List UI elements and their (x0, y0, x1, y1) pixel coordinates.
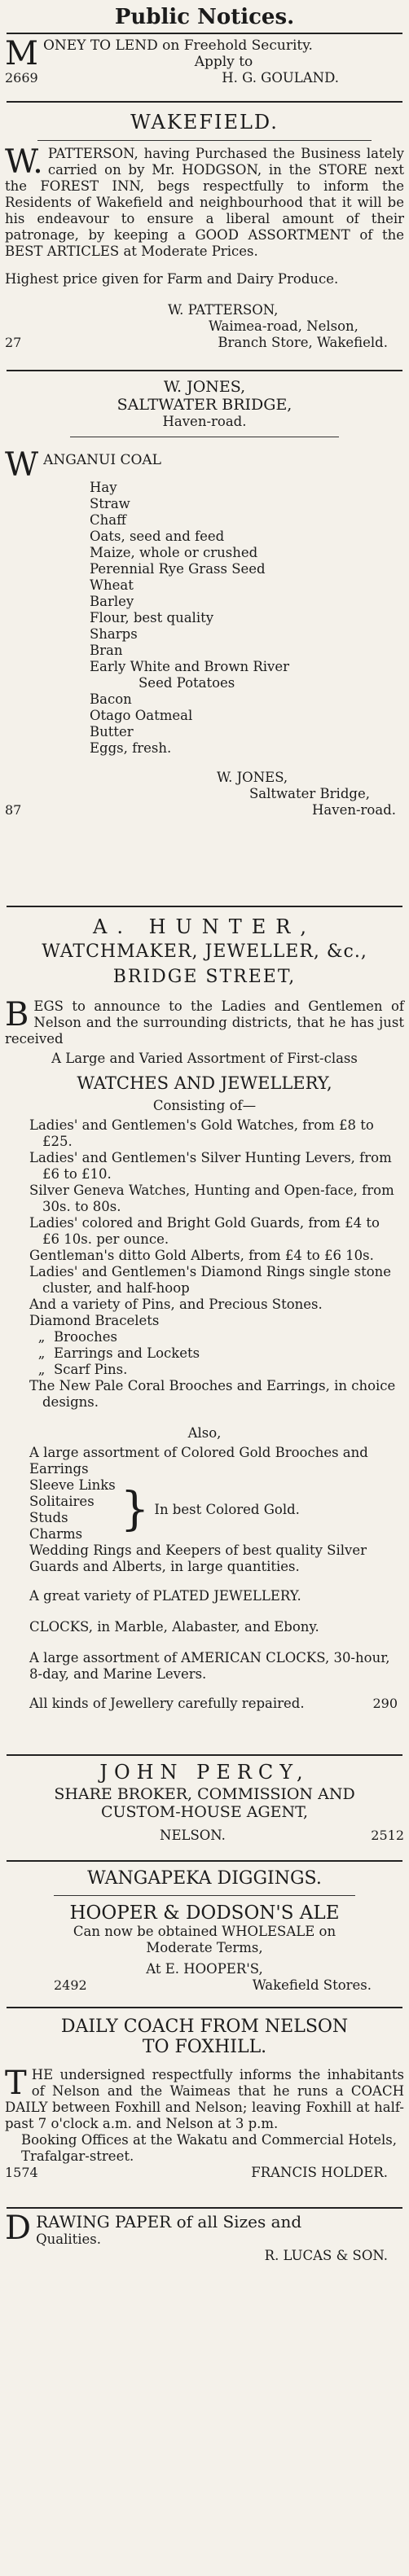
list-item: Ladies' and Gentlemen's Gold Watches, from £8 to £25. (29, 1117, 374, 1149)
dropcap: B (5, 996, 29, 1033)
notice-line: A large assortment of AMERICAN CLOCKS, 30-hour, 8-day, and Marine Levers. (29, 1650, 390, 1682)
wangapeka-notice (5, 1862, 404, 2007)
wakefield-notice (5, 103, 404, 370)
drawing-line1: RAWING PAPER of all Sizes and (36, 2212, 302, 2232)
dropcap: T (5, 2065, 27, 2102)
notice-line: CLOCKS, in Marble, Alabaster, and Ebony. (29, 1619, 319, 1635)
notice-paragraph: PATTERSON, having Purchased the Business lately carried on by Mr. HODGSON, in the STORE next the FOREST INN, begs respectfully to inform the Residents of Wakefield and neighbourhood that it will be his endeavour to ensure a liberal amount of their patronage, by keeping a GOOD ASSORTMENT of the BEST ARTICLES at Moderate Prices. (5, 146, 404, 259)
list-item: Straw (90, 496, 130, 511)
list-item: Ladies' colored and Bright Gold Guards, from £4 to £6 10s. per ounce. (29, 1215, 380, 1247)
coal-title: ANGANUI COAL (43, 452, 161, 468)
list-item: Solitaires (29, 1494, 95, 1509)
braced-group (5, 1477, 404, 1543)
section-title: Public Notices. (114, 5, 295, 29)
notice-paragraph: EGS to announce to the Ladies and Gentlemen of Nelson and the surrounding districts, that he has just received (5, 998, 404, 1047)
hunter-name: A. HUNTER, (93, 915, 316, 938)
notice-line: At E. HOOPER'S, (146, 1961, 263, 1977)
advertiser-name: H. G. GOULAND. (222, 70, 339, 86)
list-item: Sharps (90, 626, 138, 642)
notice-number: 2492 (54, 1977, 87, 1993)
brace: } (120, 1483, 150, 1536)
notice-line: Highest price given for Farm and Dairy Produce. (5, 271, 339, 287)
notice-number: 290 (372, 1696, 398, 1711)
signature: W. JONES, (217, 770, 288, 785)
list-item: Maize, whole or crushed (90, 545, 258, 560)
list-item: Hay (90, 480, 117, 495)
advertiser-place: SALTWATER BRIDGE, (117, 396, 292, 414)
list-item: Butter (90, 724, 134, 739)
list-item: Silver Geneva Watches, Hunting and Open-face, from 30s. to 80s. (29, 1183, 394, 1214)
dropcap: W (5, 446, 39, 484)
notice-number: 2512 (371, 1828, 404, 1843)
notice-line: Booking Offices at the Wakatu and Commercial Hotels, Trafalgar-street. (21, 2132, 397, 2164)
list-item: Perennial Rye Grass Seed (90, 561, 266, 577)
notice-line: A great variety of PLATED JEWELLERY. (29, 1588, 301, 1604)
notice-heading: WAKEFIELD. (130, 111, 279, 134)
notice-line: Also, (187, 1425, 222, 1441)
brace-text: In best Colored Gold. (154, 1502, 300, 1517)
dropcap: W. (5, 143, 43, 181)
list-item: „ Brooches (37, 1329, 117, 1345)
coach-notice (5, 2008, 404, 2207)
notice-number: 2669 (5, 70, 38, 86)
notice-line: Moderate Terms, (146, 1940, 263, 1955)
signature-address: Waimea-road, Nelson, (209, 318, 358, 334)
notice-line: Can now be obtained WHOLESALE on (73, 1924, 336, 1939)
list-item: Flour, best quality (90, 610, 214, 625)
list-item: And a variety of Pins, and Precious Stones. (29, 1297, 323, 1312)
percy-agent: CUSTOM-HOUSE AGENT, (100, 1803, 309, 1821)
list-item: Bran (90, 643, 123, 658)
store-name: Wakefield Stores. (252, 1977, 372, 1993)
drawing-notice (5, 2209, 404, 2285)
percy-place: NELSON. (160, 1828, 226, 1843)
list-item: Bacon (90, 691, 132, 707)
hunter-street: BRIDGE STREET, (112, 967, 297, 987)
signature: W. PATTERSON, (168, 302, 279, 318)
dropcap: D (5, 2210, 32, 2247)
notice-heading: WANGAPEKA DIGGINGS. (87, 1868, 322, 1889)
list-item: Charms (29, 1526, 83, 1542)
hunter-trade: WATCHMAKER, JEWELLER, &c., (42, 941, 367, 962)
advertiser-road: Haven-road. (162, 414, 247, 429)
list-item: Chaff (90, 512, 126, 528)
list-item: Ladies' and Gentlemen's Silver Hunting Levers, from £6 to £10. (29, 1150, 392, 1182)
list-item: Seed Potatoes (139, 675, 235, 691)
signature-road: Haven-road. (312, 802, 396, 818)
money-notice (5, 34, 404, 101)
hunter-notice (5, 907, 404, 1754)
list-item: Early White and Brown River (90, 659, 290, 674)
list-item: „ Earrings and Lockets (37, 1345, 200, 1361)
signature-address: Saltwater Bridge, (249, 786, 370, 801)
jones-notice (5, 371, 404, 906)
percy-notice (5, 1756, 404, 1860)
ale-title: HOOPER & DODSON'S ALE (69, 1902, 340, 1924)
money-line1: ONEY TO LEND on Freehold Security. (42, 37, 313, 54)
list-item: Wheat (90, 577, 134, 593)
coach-heading-2: TO FOXHILL. (142, 2037, 267, 2057)
notice-number: 1574 (5, 2165, 38, 2180)
list-item: Diamond Bracelets (29, 1313, 160, 1328)
dropcap: M (5, 35, 38, 72)
notice-line: Consisting of— (152, 1098, 257, 1113)
advertiser-name: W. JONES, (163, 378, 246, 396)
money-line2: Apply to (194, 54, 253, 70)
notice-line: Wedding Rings and Keepers of best quality Silver Guards and Alberts, in large quantities. (29, 1543, 367, 1574)
notice-line: A large assortment of Colored Gold Brooches and Earrings (29, 1445, 368, 1477)
advertiser-name: R. LUCAS & SON. (264, 2248, 388, 2263)
list-item: Otago Oatmeal (90, 708, 193, 723)
notice-line: All kinds of Jewellery carefully repaired. (29, 1696, 305, 1711)
advertiser-name: FRANCIS HOLDER. (251, 2165, 388, 2180)
notice-line: A Large and Varied Assortment of First-class (51, 1051, 358, 1066)
list-item: Barley (90, 594, 134, 609)
coach-heading: DAILY COACH FROM NELSON (60, 2016, 349, 2037)
notice-number: 27 (5, 335, 22, 350)
goods-list (5, 480, 404, 757)
list-item: Oats, seed and feed (90, 529, 225, 544)
watches-heading: WATCHES AND JEWELLERY, (77, 1073, 332, 1093)
notice-paragraph: HE undersigned respectfully informs the inhabitants of Nelson and the Waimeas that he runs a COACH DAILY between Foxhill and Nelson; leaving Foxhill at half-past 7 o'clock a.m. and Nelson at 3 p.m. (5, 2067, 404, 2131)
list-item: The New Pale Coral Brooches and Earrings, in choice designs. (29, 1378, 396, 1410)
list-item: Sleeve Links (29, 1477, 116, 1493)
list-item: Ladies' and Gentlemen's Diamond Rings single stone cluster, and half-hoop (29, 1264, 392, 1296)
list-item: Studs (29, 1510, 68, 1525)
notice-number: 87 (5, 802, 22, 818)
percy-trade: SHARE BROKER, COMMISSION AND (54, 1785, 355, 1803)
percy-name: JOHN PERCY, (99, 1761, 310, 1784)
drawing-line2: Qualities. (36, 2232, 102, 2247)
jewellery-list (5, 1114, 404, 1411)
list-item: „ Scarf Pins. (37, 1362, 128, 1377)
signature-branch: Branch Store, Wakefield. (218, 335, 388, 350)
list-item: Gentleman's ditto Gold Alberts, from £4 to £6 10s. (29, 1248, 374, 1263)
list-item: Eggs, fresh. (90, 740, 172, 756)
